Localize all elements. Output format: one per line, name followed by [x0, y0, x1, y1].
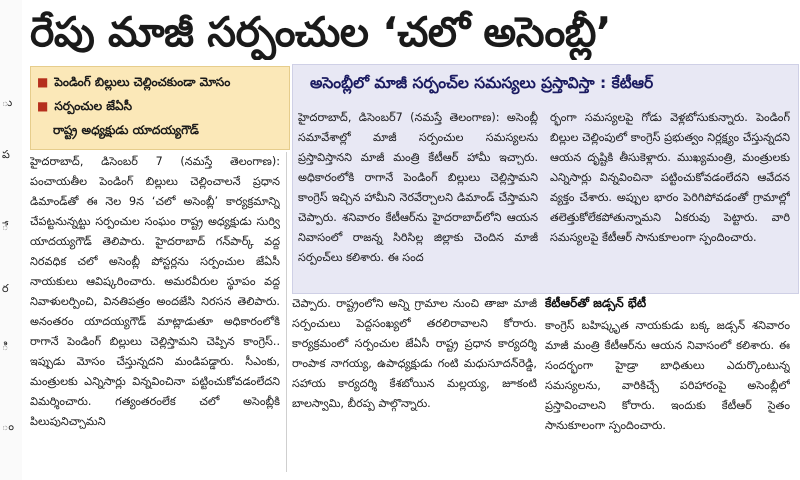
highlight-box [30, 66, 290, 150]
sidebar-column-2: ర్భంగా సమస్యలపై గోడు వెళ్లబోసుకున్నారు. పెండింగ్ బిల్లుల చెల్లింపులో కాంగ్రెస్ ప్రభుత్వం నిర్లక్ష్యం చేస్తున్నదని ఆయన దృష్టికి తీసుకెళ్లారు. ముఖ్యమంత్రి, మంత్రులకు ఎన్నిసార్లు విన్నవించినా పట్టించుకోవడంలేదని ఆవేదన వ్యక్తం చేశారు. అప్పుల భారం పెరిగిపోవడంతో గ్రామాల్లో తలెత్తుకోలేకపోతున్నామని ఏకరువు పెట్టారు. వారి సమస్యలపై కేటీఆర్ సానుకూలంగా స్పందించారు. [550, 111, 790, 244]
bullet-icon: ■ [37, 75, 49, 89]
edge-fragment: ే [2, 220, 9, 233]
edge-fragment: ప [2, 148, 10, 161]
sidebar-headline: అసెంబ్లీలో మాజీ సర్పంచ్‌ల సమస్యలు ప్రస్తావిస్తా : కేటీఆర్ [310, 74, 654, 92]
second-story-body: కాంగ్రెస్ బహిష్కృత నాయకుడు బక్క జడ్సన్ శనివారం మాజీ మంత్రి కేటీఆర్‌ను ఆయన నివాసంలో కలిశారు. ఈ సందర్భంగా హైడ్రా బాధితులు ఎదుర్కొంటున్న సమస్యలను, వారికిచ్చే పరిహారంపై అసెంబ్లీలో ప్రస్తావించాలని కోరారు. ఇందుకు కేటీఆర్ సైతం సానుకూలంగా స్పందించారు. [545, 319, 790, 432]
edge-fragment: ం [2, 420, 14, 433]
column-divider [286, 152, 287, 472]
article-column-2: చెప్పారు. రాష్ట్రంలోని అన్ని గ్రామాల నుంచి తాజా మాజీ సర్పంచులు పెద్దసంఖ్యలో తరలిరావాలని కోరారు. కార్యక్రమంలో సర్పంచుల జేఏసీ రాష్ట్ర ప్రధాన కార్యదర్శి రాంపాక నాగయ్య, ఉపాధ్యక్షుడు గంటి మధుసూదన్‌రెడ్డి, సహాయ కార్యదర్శి కేశబోయిన మల్లయ్య, జూకంటి బాలస్వామి, బీరప్ప పాల్గొన్నారు. [292, 297, 537, 410]
second-story-headline: కేటీఆర్‌తో జడ్సన్ భేటీ [545, 296, 647, 310]
highlight-text: రాష్ట్ర అధ్యక్షుడు యాదయ్యగౌడ్ [53, 123, 199, 137]
highlight-text: పెండింగ్ బిల్లులు చెల్లించకుండా మోసం [54, 75, 231, 89]
article-column-1: హైదరాబాద్, డిసెంబర్ 7 (నమస్తే తెలంగాణ): పంచాయతీల పెండింగ్ బిల్లులు చెల్లించాలనే ప్రధాన డిమాండ్‌తో ఈ నెల 9న ‘చలో అసెంబ్లీ’ కార్యక్రమాన్ని చేపట్టనున్నట్టు సర్పంచుల సంఘం రాష్ట్ర అధ్యక్షుడు సుర్వి యాదయ్యగౌడ్ తెలిపారు. హైదరాబాద్ గన్‌పార్క్ వద్ద నిరవధిక చలో అసెంబ్లీ పోస్టర్లను సర్పంచుల జేఏసీ నాయకులు ఆవిష్కరించారు. అమరవీరుల స్థూపం వద్ద నివాళులర్పించి, వినతిపత్రం అందజేసి నిరసన తెలిపారు. అనంతరం యాదయ్యగౌడ్ మాట్లాడుతూ అధికారంలోకి రాగానే పెండింగ్ బిల్లులు చెల్లిస్తామని చెప్పిన కాంగ్రెస్.. ఇప్పుడు మోసం చేస్తున్నదని మండిపడ్డారు. సీఎంకు, మంత్రులకు ఎన్నిసార్లు విన్నవించినా పట్టించుకోవడంలేదని విమర్శించారు. గత్యంతరంలేక చలో అసెంబ్లీకి పిలుపునిచ్చామని [30, 155, 280, 428]
sidebar-column-1: హైదరాబాద్, డిసెంబర్7 (నమస్తే తెలంగాణ): అసెంబ్లీ సమావేశాల్లో మాజీ సర్పంచుల సమస్యలను ప్రస్తావిస్తానని మాజీ మంత్రి కేటీఆర్ హామీ ఇచ్చారు. అధికారంలోకి రాగానే పెండింగ్ బిల్లులు చెల్లిస్తామని కాంగ్రెస్ ఇచ్చిన హామీని నెరవేర్చాలని డిమాండ్ చేస్తామని చెప్పారు. శనివారం కేటీఆర్‌ను హైదరాబాద్‌లోని ఆయన నివాసంలో రాజన్న సిరిసిల్ల జిల్లాకు చెందిన మాజీ సర్పంచ్‌లు కలిశారు. ఈ సంద [298, 111, 538, 264]
edge-fragment: ి [2, 340, 9, 353]
highlight-item [37, 99, 132, 116]
highlight-text: సర్పంచుల జేఏసీ [54, 99, 132, 113]
adjacent-column-edge [0, 0, 22, 480]
main-headline: రేపు మాజీ సర్పంచుల ‘చలో అసెంబ్లీ’ [30, 8, 611, 56]
edge-fragment: ర [2, 282, 9, 295]
edge-fragment: ు [2, 96, 13, 109]
highlight-item [37, 75, 230, 92]
bullet-icon: ■ [37, 99, 49, 113]
highlight-item [53, 123, 199, 140]
